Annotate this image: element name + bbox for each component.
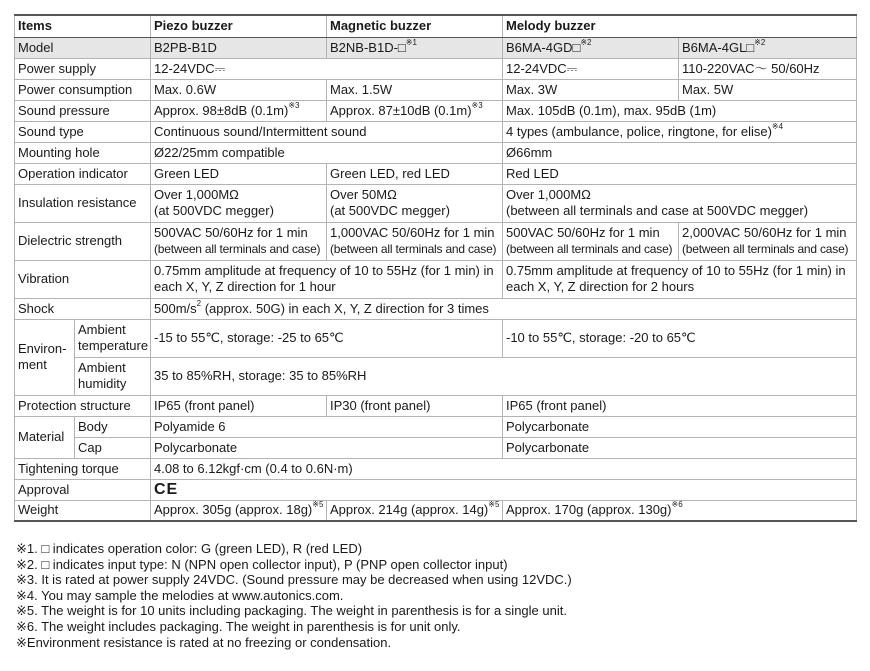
row-material-cap [15,437,857,458]
row-label: Mounting hole [15,142,151,163]
cell-magnetic: Over 50MΩ (at 500VDC megger) [327,184,503,222]
footnote: ※4. You may sample the melodies at www.autonics.com. [16,587,344,603]
footnote-mark: ※2 [580,37,592,47]
row-power-supply [15,58,857,79]
row-label: Power supply [15,58,151,79]
row-label: Protection structure [15,395,151,416]
cell-melody: Polycarbonate [503,416,857,437]
cell-magnetic: 1,000VAC 50/60Hz for 1 min (between all terminals and case) [327,222,503,260]
group-label-material: Material [15,416,75,458]
cell-melody: Ø66mm [503,142,857,163]
cell-piezo-magnetic: Ø22/25mm compatible [151,142,503,163]
header-melody-buzzer: Melody buzzer [503,15,857,37]
row-power-consumption [15,79,857,100]
cell-melody: Max. 105dB (0.1m), max. 95dB (1m) [503,100,857,121]
row-model [15,37,857,58]
row-label: Tightening torque [15,458,151,479]
footnote-mark: ※5 [312,500,324,510]
cell-melody-ac: 2,000VAC 50/60Hz for 1 min (between all terminals and case) [679,222,857,260]
cell-melody: Red LED [503,163,857,184]
cell-magnetic: B2NB-B1D-□$^{※1}$ [327,37,503,58]
cell-magnetic: Green LED, red LED [327,163,503,184]
cell-melody-dc: Max. 3W [503,79,679,100]
row-vibration [15,260,857,298]
footnote-mark: ※3 [288,100,300,110]
footnote-mark: ※4 [771,121,784,131]
row-label: Dielectric strength [15,222,151,260]
row-label: Operation indicator [15,163,151,184]
cell-piezo: Max. 0.6W [151,79,327,100]
cell-melody-ac: B6MA-4GL□$^{※2}$ [679,37,857,58]
cell-magnetic: Max. 1.5W [327,79,503,100]
footnote-mark: ※6 [671,500,683,510]
cell-melody: 0.75mm amplitude at frequency of 10 to 55Hz (for 1 min) in each X, Y, Z direction for 2 hours [503,260,857,298]
row-ambient-temperature [15,319,857,357]
cell-melody: 4 types (ambulance, police, ringtone, for elise)$^{※4}$ [503,121,857,142]
cell-magnetic: Approx. 87±10dB $(0.1m)^{※3}$ [327,100,503,121]
cell-melody-dc: 500VAC 50/60Hz for 1 min (between all terminals and case) [503,222,679,260]
row-sound-pressure [15,100,857,121]
cell-melody: Approx. 170g (approx. 130g)$^{※6}$ [503,500,857,521]
row-label: Approval [15,479,151,500]
cell-piezo: IP65 (front panel) [151,395,327,416]
footnotes [16,541,572,650]
footnote: ※2. □ indicates input type: N (NPN open collector input), P (PNP open collector input) [16,556,508,572]
cell-all: $500m/s^2$ (approx. 50G) in each X, Y, Z direction for 3 times [151,298,857,319]
row-approval [15,479,857,500]
footnote-mark: ※5 [488,500,500,510]
row-label: Sound type [15,121,151,142]
footnote: ※5. The weight is for 10 units including packaging. The weight in parenthesis is for a single unit. [16,603,567,619]
cell-melody: Over 1,000MΩ (between all terminals and case at 500VDC megger) [503,184,857,222]
row-label: Shock [15,298,151,319]
cell-magnetic: Approx. 214g (approx. 14g)$^{※5}$ [327,500,503,521]
cell-piezo: Over 1,000MΩ (at 500VDC megger) [151,184,327,222]
specification-table [14,14,857,522]
header-piezo-buzzer: Piezo buzzer [151,15,327,37]
cell-piezo-magnetic: Polycarbonate [151,437,503,458]
footnote: ※6. The weight includes packaging. The weight in parenthesis is for unit only. [16,618,461,634]
cell-piezo-magnetic: 12-24VDC⎓ [151,58,503,79]
footnote: ※Environment resistance is rated at no freezing or condensation. [16,634,392,650]
row-ambient-humidity [15,357,857,395]
cell-piezo-magnetic: Continuous sound/Intermittent sound [151,121,503,142]
cell-piezo-magnetic: -15 to 55℃, storage: -25 to 65℃ [151,319,503,357]
cell-all [151,479,857,500]
group-label-environment: Environ- ment [15,319,75,395]
row-tightening-torque [15,458,857,479]
header-magnetic-buzzer: Magnetic buzzer [327,15,503,37]
sub-label: Ambient humidity [75,357,151,395]
row-label: Vibration [15,260,151,298]
row-insulation-resistance [15,184,857,222]
row-shock [15,298,857,319]
row-operation-indicator [15,163,857,184]
row-mounting-hole [15,142,857,163]
cell-magnetic: IP30 (front panel) [327,395,503,416]
ce-mark-icon: CE [154,480,179,498]
cell-melody-ac: 110-220VAC～ 50/60Hz [679,58,857,79]
cell-melody: -10 to 55℃, storage: -20 to 65℃ [503,319,857,357]
row-label: Power consumption [15,79,151,100]
cell-melody: IP65 (front panel) [503,395,857,416]
sub-label: Ambient temperature [75,319,151,357]
cell-piezo-magnetic: 0.75mm amplitude at frequency of 10 to 55Hz (for 1 min) in each X, Y, Z direction for 1 hour [151,260,503,298]
row-sound-type [15,121,857,142]
row-label: Weight [15,500,151,521]
row-dielectric-strength [15,222,857,260]
cell-piezo: B2PB-B1D [151,37,327,58]
cell-piezo-magnetic: Polyamide 6 [151,416,503,437]
cell-piezo: Approx. 305g (approx. 18g)$^{※5}$ [151,500,327,521]
footnote: ※1. □ indicates operation color: G (green LED), R (red LED) [16,541,363,556]
row-label: Insulation resistance [15,184,151,222]
row-label: Model [15,37,151,58]
cell-melody-dc: 12-24VDC⎓ [503,58,679,79]
cell-all: 35 to 85%RH, storage: 35 to 85%RH [151,357,857,395]
footnote: ※3. It is rated at power supply 24VDC. (Sound pressure may be decreased when using 12VDC.) [16,572,572,588]
footnote-mark: ※3 [471,100,483,110]
row-material-body [15,416,857,437]
cell-piezo: Green LED [151,163,327,184]
row-label: Sound pressure [15,100,151,121]
cell-piezo: Approx. 98±8dB $(0.1m)^{※3}$ [151,100,327,121]
sub-label: Cap [75,437,151,458]
footnote-mark: ※2 [754,37,766,47]
cell-melody: Polycarbonate [503,437,857,458]
cell-melody-dc: B6MA-4GD□$^{※2}$ [503,37,679,58]
row-protection-structure [15,395,857,416]
cell-piezo: 500VAC 50/60Hz for 1 min (between all terminals and case) [151,222,327,260]
header-items: Items [15,15,151,37]
cell-all: 4.08 to 6.12kgf·cm (0.4 to 0.6N·m) [151,458,857,479]
footnote-mark: ※1 [405,37,417,47]
row-weight [15,500,857,521]
header-row [15,15,857,37]
cell-melody-ac: Max. 5W [679,79,857,100]
sub-label: Body [75,416,151,437]
